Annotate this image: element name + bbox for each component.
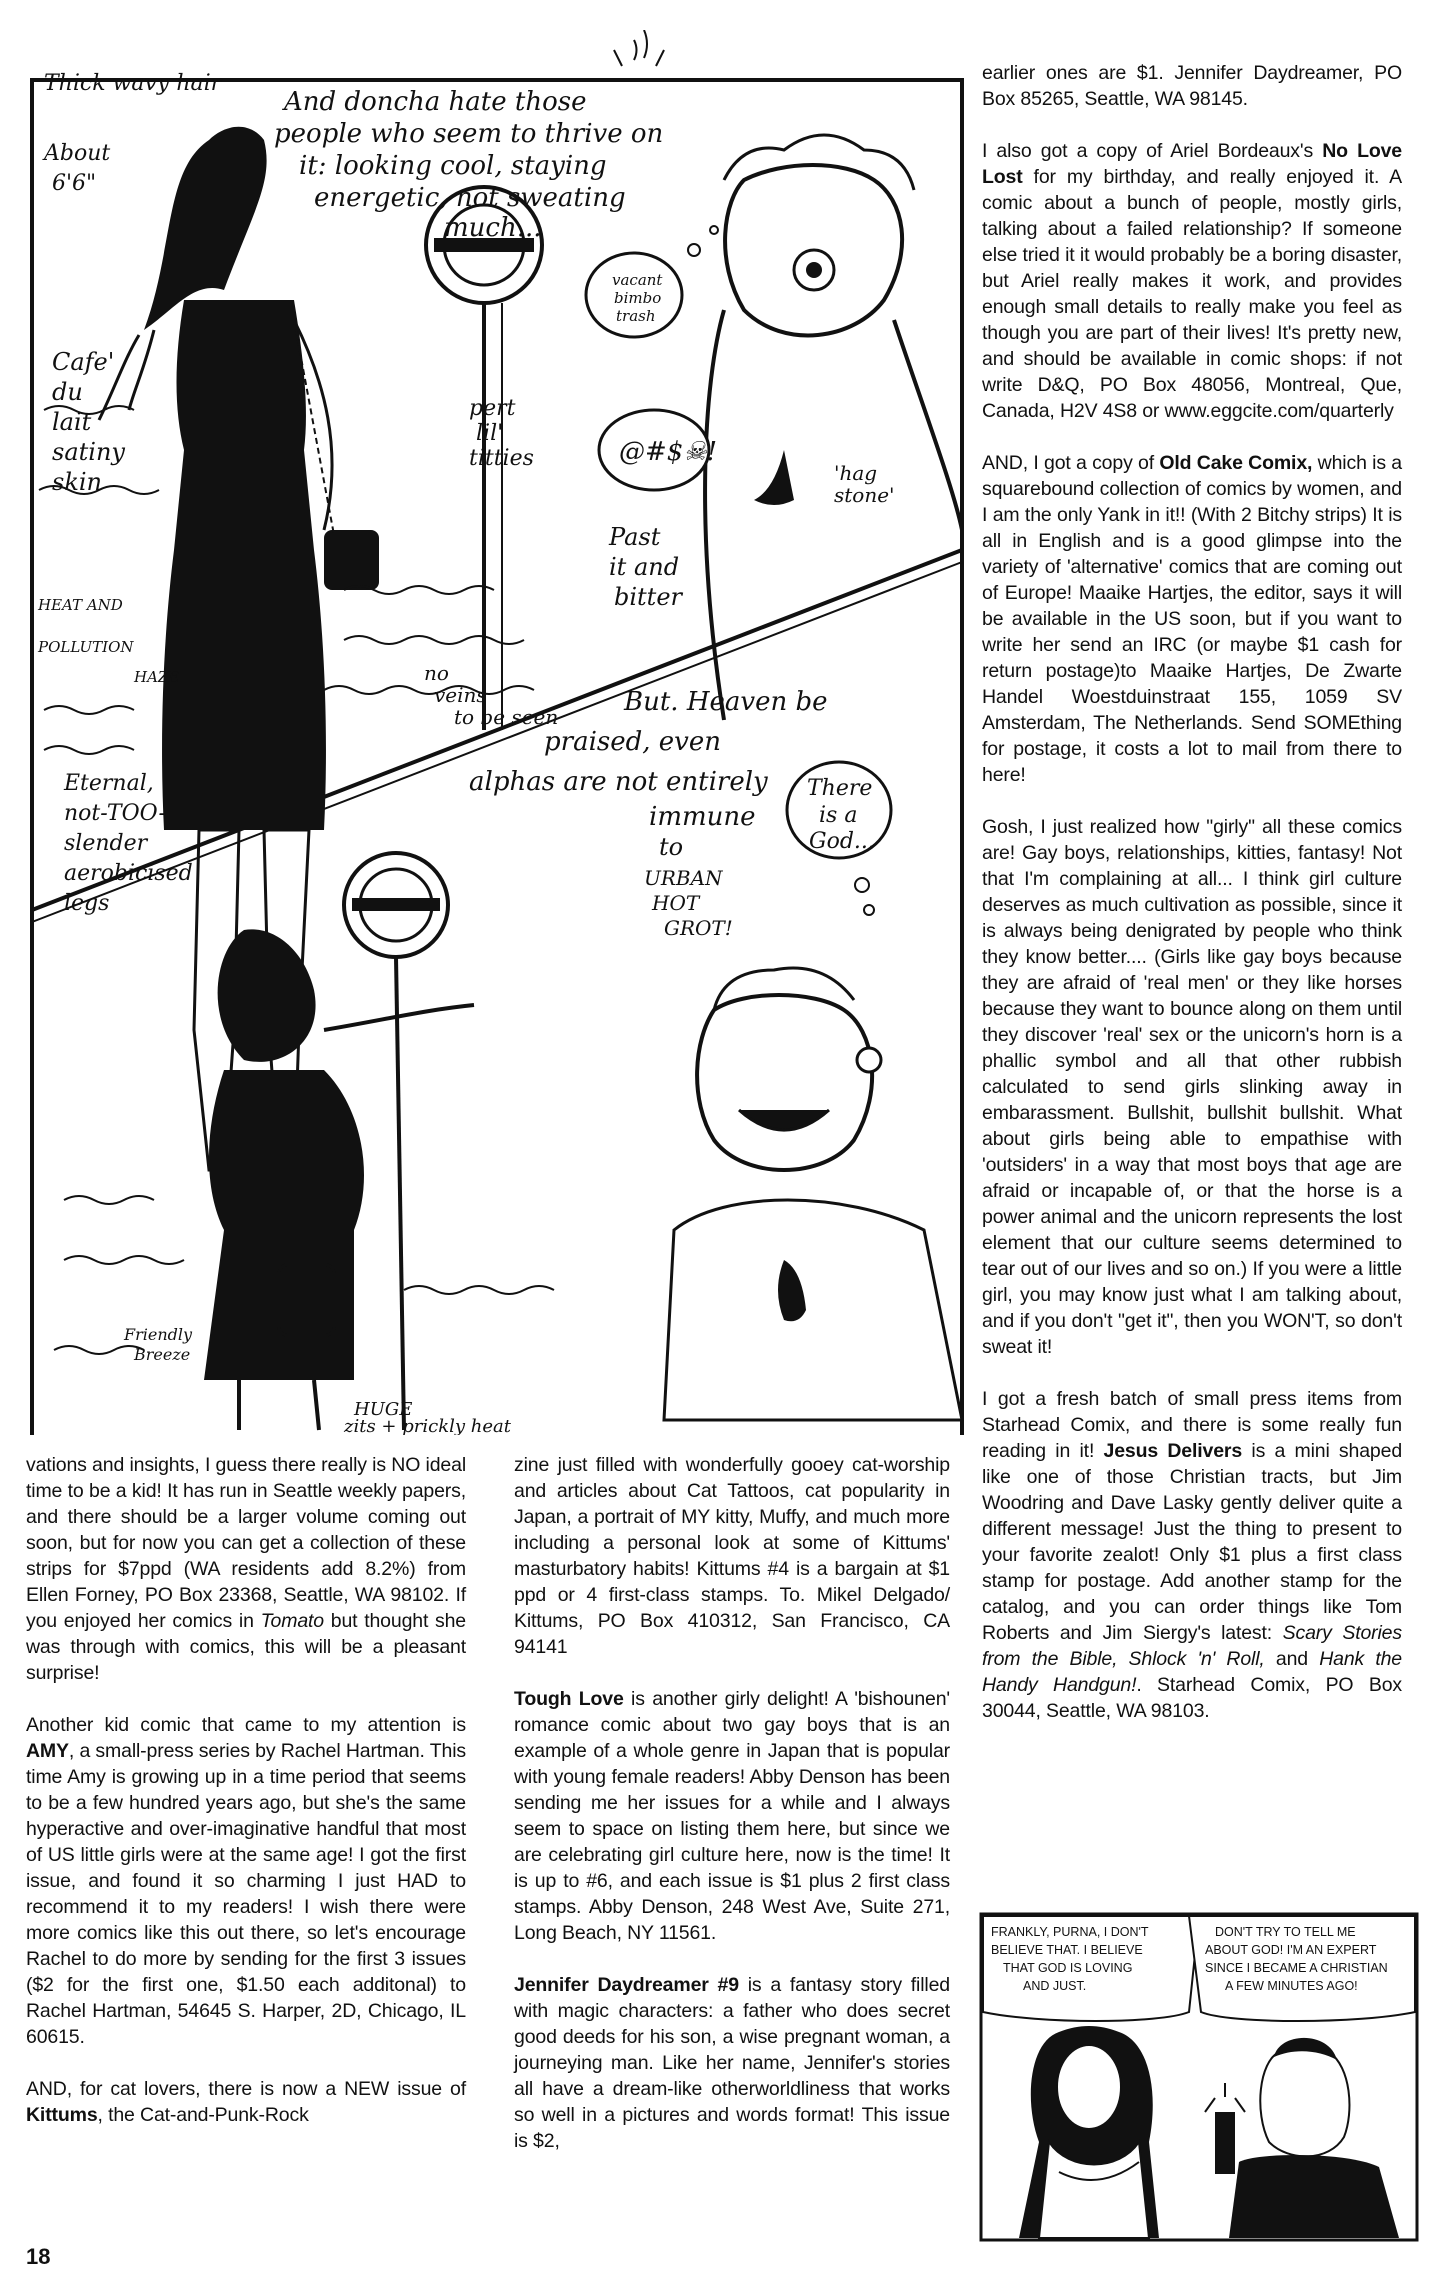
- article-right-column: [982, 60, 1402, 1724]
- label-pert-2: lil': [476, 421, 504, 446]
- label-legs-3: slender: [64, 831, 148, 856]
- thought-god-2: is a: [819, 803, 858, 828]
- right-paragraph-5: I got a fresh batch of small press items from Starhead Comix, and there is some really fun reading in it! Jesus Delivers is a mini shaped like one of those Christian tracts, but Jim Woodring and Dave Lasky gently deliver quite a different message! Just the thing to present to your favorite zealot! Only $1 plus a first class stamp for postage. Add another stamp for the catalog, and you can order things like Tom Roberts and Jim Siergy's latest: Scary Stories from the Bible, Shlock 'n' Roll, and Hank the Handy Handgun!. Starhead Comix, PO Box 30044, Seattle, WA 98103.: [982, 1388, 1403, 1722]
- label-legs-5: legs: [64, 891, 110, 916]
- page-number: 18: [26, 2244, 51, 2269]
- label-hair: Thick wavy hair: [44, 71, 222, 96]
- label-hagstone-2: stone': [834, 483, 895, 507]
- narration-6: But. Heaven be: [624, 687, 828, 717]
- label-hagstone-1: 'hag: [834, 461, 878, 485]
- right-paragraph-2: I also got a copy of Ariel Bordeaux's No Love Lost for my birthday, and really enjoyed it. A comic about a bunch of people, mostly girls, talking about a failed relationship? If someone else tried it it would probably be a boring disaster, but Ariel really makes it work, and provides enough small details to really make you feel as though you are part of their lives! It's pretty new, and should be available in comic shops: if not write D&Q, PO Box 48056, Montreal, Que, Canada, H2V 4S8 or www.eggcite.com/quarterly: [982, 140, 1402, 422]
- narration-2: people who seem to thrive on: [274, 119, 664, 149]
- thought-vacant-3: trash: [616, 307, 656, 325]
- right-paragraph-3: AND, I got a copy of Old Cake Comix, which is a squarebound collection of comics by women, and I am the only Yank in it!! (With 2 Bitchy strips) It is all in English and is a good glimpse into the variety of 'alternative' comics that are coming out of Europe! Maaike Hartjes, the editor, says it will be available in the US soon, but if you want to write her send an IRC (or maybe $1 cash for return postage)to Maaike Hartjes, De Zwarte Handel Woestduinstraat 155, 1059 SV Amsterdam, The Netherlands. Send SOMEthing for postage, it costs a lot to mail from there to here!: [982, 452, 1402, 786]
- thought-god-1: There: [807, 776, 873, 801]
- small-comic-panel: [979, 1912, 1419, 2242]
- label-veins-2: veins: [434, 683, 487, 707]
- right-paragraph-4: Gosh, I just realized how "girly" all these comics are! Gay boys, relationships, kitties, fantasy! Not that I'm complaining at all... I think girl culture deserves as much cultivation as possible, since it is always being denigrated by people who think they know better.... (Girls like gay boys because they are afraid of 'real men' or they like horses because they want to bounce along on them until they discover 'real' sex or the unicorn's horn is a phallic symbol and all that other rubbish calculated to send girls slinking away in embarassment. Bullshit, bullshit bullshit. What about girls being able to empathise with 'outsiders' in a way that most boys that age are afraid or incapable of, or that the horse is a power animal and the unicorn represents the lost element that our culture seems determined to tear out of our lives and so on.) If you were a little girl, you may know just what I am talking about, and if you don't "get it", then you WON'T, so don't sweat it!: [982, 816, 1402, 1358]
- label-heat-2: POLLUTION: [38, 638, 134, 656]
- left-paragraph-2: Another kid comic that came to my attention is AMY, a small-press series by Rachel Hartman. This time Amy is growing up in a time period that seems to be a few hundred years ago, but she's the same hyperactive and over-imaginative handful that most of US little girls were at the same age! I got the first issue, and found it so charming I just HAD to recommend it to my readers! I wish there were more comics like this out there, so let's encourage Rachel to do more by sending for the first 3 issues ($2 for the first one, $1.50 each additonal) to Rachel Hartman, 54645 S. Harper, 2D, Chicago, IL 60615.: [26, 1714, 466, 2048]
- narration-3: it: looking cool, staying: [299, 151, 607, 181]
- old-woman-figure-bottom: [664, 968, 962, 1420]
- main-comic-illustration: [24, 30, 969, 1435]
- article-middle-column: [514, 1452, 950, 2154]
- narration-8: alphas are not entirely: [469, 767, 768, 797]
- narration-1: And doncha hate those: [284, 87, 587, 117]
- woman-figure-bottom: [204, 929, 474, 1430]
- thought-vacant-1: vacant: [612, 271, 663, 289]
- svg-text:@#$☠!: @#$☠!: [619, 437, 718, 467]
- label-cafe-3: lait: [52, 408, 92, 436]
- narration-11: URBAN: [644, 866, 723, 890]
- right-paragraph-1: earlier ones are $1. Jennifer Daydreamer, PO Box 85265, Seattle, WA 98145.: [982, 62, 1402, 110]
- bubble-left-line-1: FRANKLY, PURNA, I DON'T: [991, 1925, 1149, 1939]
- bubble-left-line-4: AND JUST.: [1023, 1979, 1087, 1993]
- bubble-right-line-4: A FEW MINUTES AGO!: [1225, 1979, 1358, 1993]
- thought-vacant-2: bimbo: [614, 289, 662, 307]
- article-left-column: [26, 1452, 466, 2128]
- narration-10: to: [659, 833, 684, 861]
- bubble-right-line-1: DON'T TRY TO TELL ME: [1215, 1925, 1356, 1939]
- old-woman-figure-top: [705, 135, 962, 720]
- narration-13: GROT!: [664, 916, 733, 940]
- label-cafe-2: du: [52, 378, 83, 406]
- label-zits-1: HUGE: [354, 1399, 413, 1420]
- bubble-right-line-2: ABOUT GOD! I'M AN EXPERT: [1205, 1943, 1377, 1957]
- mid-paragraph-2: Tough Love is another girly delight! A 'bishounen' romance comic about two gay boys that is an example of a whole genre in Japan that is popular with young female readers! Abby Denson has been sending me her issues for a while and I always seem to space on listing them here, but since we are celebrating girl culture here, now is the time! It is up to #6, and each issue is $1 plus 2 first class stamps. Abby Denson, 248 West Ave, Suite 271, Long Beach, NY 11561.: [514, 1688, 950, 1944]
- label-cafe-1: Cafe': [52, 348, 115, 376]
- label-bitter-3: bitter: [614, 583, 683, 611]
- mid-paragraph-3: Jennifer Daydreamer #9 is a fantasy story filled with magic characters: a father who does secret good deeds for his son, a wise pregnant woman, a journeying man. Like her name, Jennifer's stories all have a dream-like otherworldliness that works so well in a pictures and words format! This issue is $2,: [514, 1974, 950, 2152]
- label-cafe-5: skin: [52, 468, 102, 496]
- narration-9: immune: [649, 802, 756, 832]
- label-legs-2: not-TOO-: [64, 801, 166, 826]
- label-heat-3: HAZE: [134, 668, 180, 686]
- label-breeze-2: Breeze: [134, 1345, 191, 1364]
- svg-text:Thick wavy hair: [44, 71, 223, 96]
- narration-12: HOT: [652, 891, 700, 915]
- label-breeze-1: Friendly: [124, 1325, 193, 1344]
- label-veins-1: no: [424, 661, 449, 685]
- label-heat-1: HEAT AND: [38, 596, 123, 614]
- label-bitter-1: Past: [609, 523, 661, 551]
- label-legs-1: Eternal,: [64, 771, 154, 796]
- label-height-1: About: [44, 141, 111, 166]
- label-zits-2: zits + prickly heat: [344, 1416, 511, 1435]
- narration-5: much...: [444, 213, 542, 243]
- bubble-left-line-3: THAT GOD IS LOVING: [1003, 1961, 1133, 1975]
- label-veins-3: to be seen: [454, 705, 559, 729]
- narration-7: praised, even: [544, 727, 721, 757]
- thought-god-3: God...: [809, 829, 875, 854]
- left-paragraph-1: vations and insights, I guess there really is NO ideal time to be a kid! It has run in Seattle weekly papers, and there should be a larger volume coming out soon, but for now you can get a collection of these strips for $7ppd (WA residents add 8.2%) from Ellen Forney, PO Box 23368, Seattle, WA 98102. If you enjoyed her comics in Tomato but thought she was through with comics, this will be a pleasant surprise!: [26, 1454, 466, 1684]
- left-paragraph-3: AND, for cat lovers, there is now a NEW issue of Kittums, the Cat-and-Punk-Rock: [26, 2078, 466, 2126]
- label-cafe-4: satiny: [52, 438, 125, 466]
- bubble-right-line-3: SINCE I BECAME A CHRISTIAN: [1205, 1961, 1388, 1975]
- woman-figure-small: [1019, 2026, 1159, 2238]
- label-pert-3: titties: [469, 446, 534, 471]
- narration-4: energetic, not sweating: [314, 183, 626, 213]
- label-pert-1: pert: [469, 396, 516, 421]
- mid-paragraph-1: zine just filled with wonderfully gooey cat-worship and articles about Cat Tattoos, cat popularity in Japan, a portrait of MY kitty, Muffy, and much more including a personal look at some of Kittums' masturbatory habits! Kittums #4 is a bargain at $1 ppd or 4 first-class stamps. To. Mikel Delgado/ Kittums, PO Box 410312, San Francisco, CA 94141: [514, 1454, 950, 1658]
- bubble-left-line-2: BELIEVE THAT. I BELIEVE: [991, 1943, 1143, 1957]
- label-legs-4: aerobicised: [64, 861, 193, 886]
- label-height-2: 6'6": [52, 171, 97, 196]
- label-bitter-2: it and: [609, 553, 680, 581]
